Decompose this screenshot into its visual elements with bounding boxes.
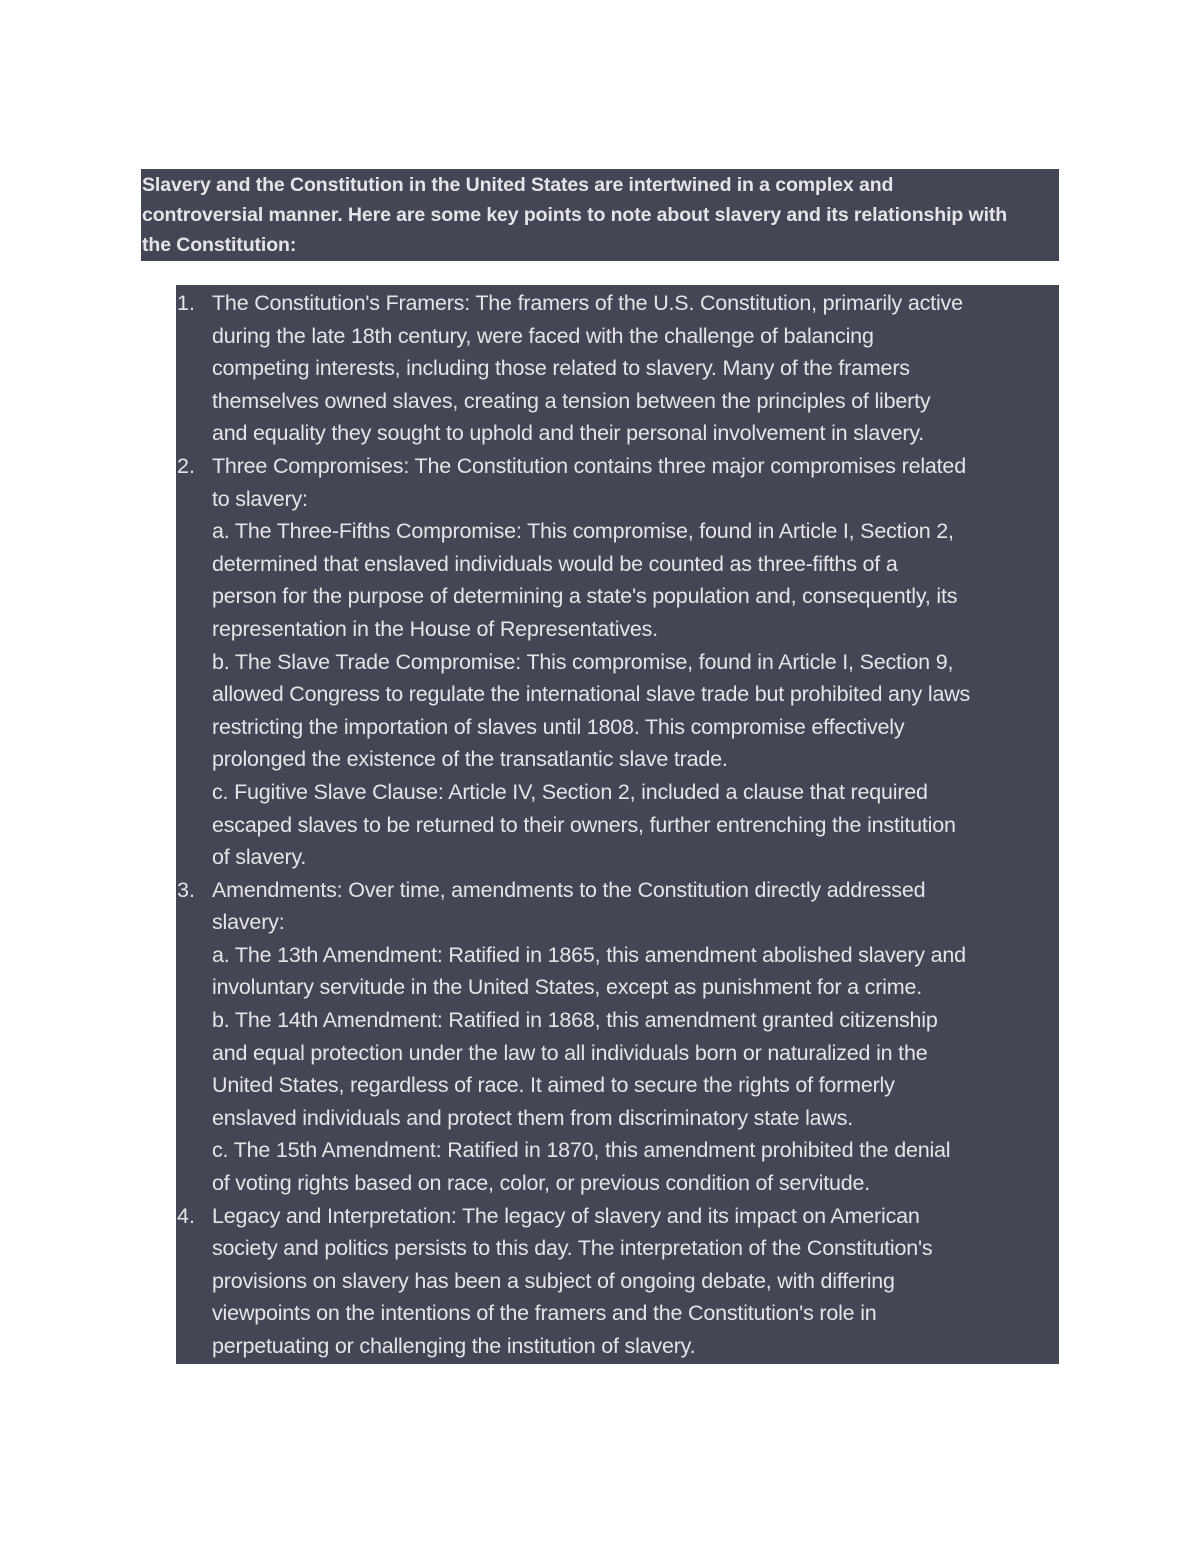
text-line: c. Fugitive Slave Clause: Article IV, Section 2, included a clause that required bbox=[212, 779, 928, 804]
text-line: representation in the House of Representatives. bbox=[212, 616, 658, 641]
intro-line: Slavery and the Constitution in the United States are intertwined in a complex and bbox=[142, 174, 894, 196]
list-item-text bbox=[212, 874, 1059, 1200]
intro-line: controversial manner. Here are some key points to note about slavery and its relationship with bbox=[142, 203, 1008, 226]
text-line: slavery: bbox=[212, 910, 285, 935]
list-marker: 1. bbox=[177, 291, 195, 315]
text-line: The Constitution's Framers: The framers of the U.S. Constitution, primarily active bbox=[212, 291, 963, 315]
text-line: to slavery: bbox=[212, 486, 308, 511]
key-points-list bbox=[176, 287, 1059, 1363]
text-line: restricting the importation of slaves until 1808. This compromise effectively bbox=[212, 714, 905, 739]
text-line: c. The 15th Amendment: Ratified in 1870, this amendment prohibited the denial bbox=[212, 1138, 951, 1163]
text-line: during the late 18th century, were faced with the challenge of balancing bbox=[212, 323, 874, 348]
text-line: of voting rights based on race, color, or previous condition of servitude. bbox=[212, 1171, 871, 1196]
text-line: Legacy and Interpretation: The legacy of slavery and its impact on American bbox=[212, 1203, 920, 1228]
intro-line: the Constitution: bbox=[142, 233, 297, 256]
text-line: Three Compromises: The Constitution contains three major compromises related bbox=[212, 453, 966, 478]
text-line: and equality they sought to uphold and their personal involvement in slavery. bbox=[212, 421, 925, 446]
list-marker: 3. bbox=[177, 877, 195, 902]
list-item bbox=[176, 1200, 1059, 1363]
text-line: person for the purpose of determining a state's population and, consequently, its bbox=[212, 584, 958, 609]
text-line: enslaved individuals and protect them from discriminatory state laws. bbox=[212, 1105, 854, 1130]
text-line: a. The 13th Amendment: Ratified in 1865, this amendment abolished slavery and bbox=[212, 942, 966, 967]
list-marker: 4. bbox=[177, 1203, 195, 1228]
text-line: determined that enslaved individuals would be counted as three-fifths of a bbox=[212, 551, 898, 576]
text-line: society and politics persists to this day. The interpretation of the Constitution's bbox=[212, 1236, 933, 1261]
text-line: competing interests, including those related to slavery. Many of the framers bbox=[212, 356, 910, 381]
intro-block bbox=[141, 169, 1059, 261]
list-marker: 2. bbox=[177, 453, 195, 478]
text-line: b. The Slave Trade Compromise: This compromise, found in Article I, Section 9, bbox=[212, 649, 954, 674]
key-points-block bbox=[176, 285, 1059, 1364]
text-line: perpetuating or challenging the institution of slavery. bbox=[212, 1334, 696, 1358]
text-line: provisions on slavery has been a subject of ongoing debate, with differing bbox=[212, 1268, 895, 1293]
text-line: escaped slaves to be returned to their owners, further entrenching the institution bbox=[212, 812, 956, 837]
text-line: themselves owned slaves, creating a tension between the principles of liberty bbox=[212, 388, 931, 413]
text-line: and equal protection under the law to all individuals born or naturalized in the bbox=[212, 1040, 928, 1065]
text-line: Amendments: Over time, amendments to the Constitution directly addressed bbox=[212, 877, 926, 902]
text-line: involuntary servitude in the United States, except as punishment for a crime. bbox=[212, 975, 922, 1000]
text-line: allowed Congress to regulate the international slave trade but prohibited any laws bbox=[212, 682, 971, 707]
list-item-text bbox=[212, 287, 1059, 450]
text-line: b. The 14th Amendment: Ratified in 1868, this amendment granted citizenship bbox=[212, 1008, 938, 1033]
text-line: prolonged the existence of the transatlantic slave trade. bbox=[212, 747, 728, 772]
list-item bbox=[176, 287, 1059, 450]
text-line: a. The Three-Fifths Compromise: This compromise, found in Article I, Section 2, bbox=[212, 519, 954, 544]
text-line: United States, regardless of race. It aimed to secure the rights of formerly bbox=[212, 1073, 895, 1098]
list-item bbox=[176, 874, 1059, 1200]
list-item-text bbox=[212, 450, 1059, 874]
text-line: of slavery. bbox=[212, 845, 307, 870]
intro-paragraph bbox=[142, 171, 1055, 260]
text-line: viewpoints on the intentions of the framers and the Constitution's role in bbox=[212, 1301, 877, 1326]
list-item bbox=[176, 450, 1059, 874]
list-item-text bbox=[212, 1200, 1059, 1363]
